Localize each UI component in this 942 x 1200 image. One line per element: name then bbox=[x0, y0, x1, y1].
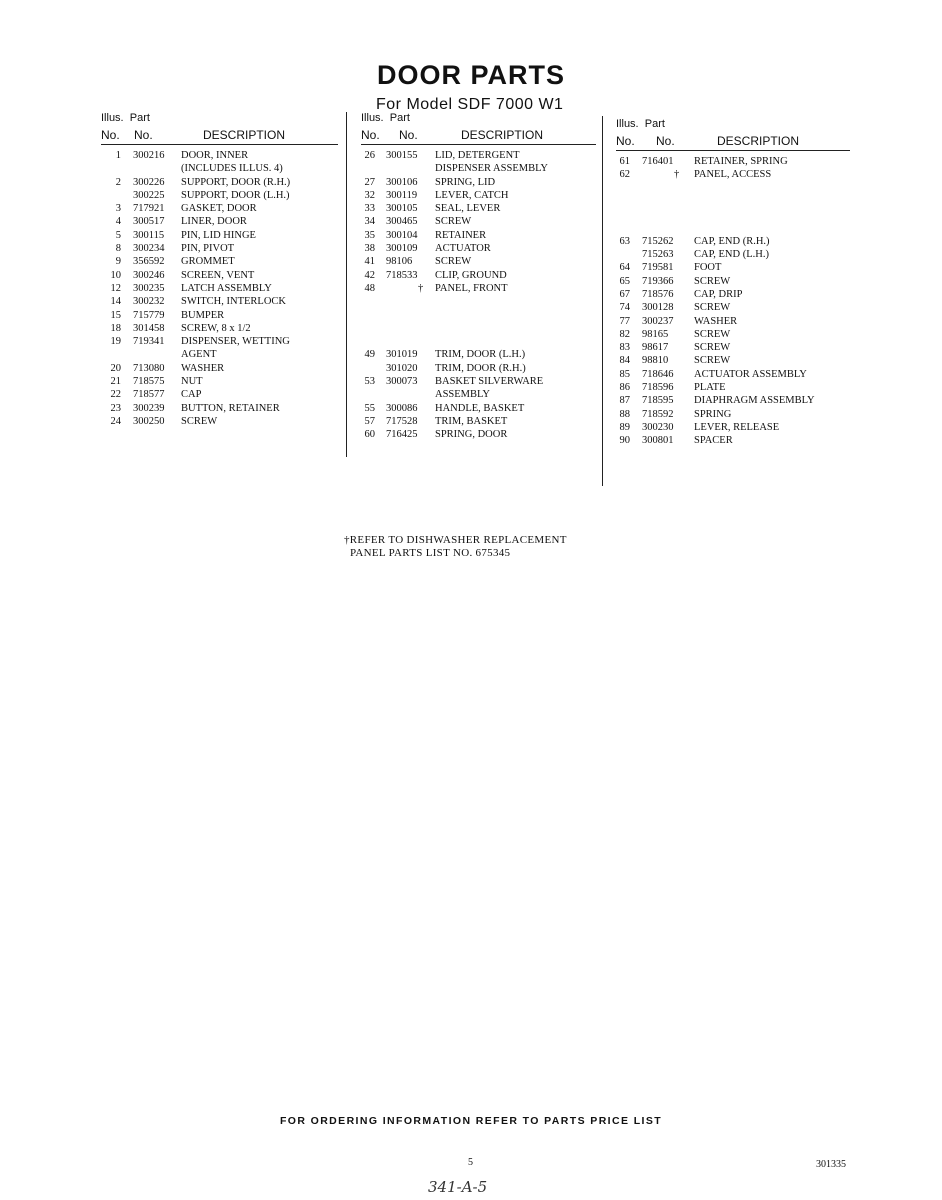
part-description: SUPPORT, DOOR (L.H.) bbox=[181, 189, 290, 201]
parts-row bbox=[361, 335, 596, 348]
parts-row bbox=[101, 162, 338, 175]
part-description: PIN, LID HINGE bbox=[181, 229, 256, 241]
parts-row bbox=[101, 255, 338, 268]
part-description: PIN, PIVOT bbox=[181, 243, 235, 255]
part-number: 718577 bbox=[133, 389, 165, 401]
part-description: SCREW, 8 x 1/2 bbox=[181, 322, 251, 334]
part-number: 300237 bbox=[642, 315, 674, 327]
column-divider bbox=[602, 116, 603, 486]
parts-row bbox=[616, 275, 850, 288]
parts-row bbox=[616, 208, 850, 221]
part-description: TRIM, BASKET bbox=[435, 415, 508, 427]
illus-top-label: Illus. bbox=[616, 118, 639, 130]
part-number: 718592 bbox=[642, 408, 674, 420]
illus-number: 4 bbox=[115, 216, 121, 228]
part-number: 719366 bbox=[642, 275, 674, 287]
illus-number: 27 bbox=[364, 176, 375, 188]
illus-number: 86 bbox=[619, 382, 630, 394]
illus-no-header: No. bbox=[101, 128, 120, 142]
part-number: 301019 bbox=[386, 349, 418, 361]
part-description: PLATE bbox=[694, 382, 726, 394]
part-description: LID, DETERGENT bbox=[435, 150, 520, 161]
parts-row bbox=[616, 408, 850, 421]
parts-row bbox=[616, 182, 850, 195]
part-number: 98106 bbox=[386, 256, 413, 268]
illus-number: 26 bbox=[364, 150, 375, 161]
part-description: SCREW bbox=[435, 216, 472, 228]
illus-no-header: No. bbox=[361, 128, 380, 142]
part-description: SPRING, LID bbox=[435, 176, 496, 188]
part-number: 98165 bbox=[642, 328, 669, 340]
part-number: 717921 bbox=[133, 203, 165, 215]
part-description: BASKET SILVERWARE bbox=[435, 376, 544, 388]
part-number: 715779 bbox=[133, 309, 165, 321]
part-number: 300086 bbox=[386, 402, 418, 414]
part-number: 716425 bbox=[386, 429, 418, 441]
part-number: 719581 bbox=[642, 262, 674, 274]
parts-row bbox=[361, 242, 596, 255]
illus-number: 87 bbox=[619, 395, 630, 407]
illus-number: 3 bbox=[115, 203, 121, 215]
part-description: BUTTON, RETAINER bbox=[181, 402, 280, 414]
parts-row bbox=[361, 176, 596, 189]
parts-row bbox=[101, 309, 338, 322]
part-number: 718646 bbox=[642, 368, 674, 380]
parts-list bbox=[361, 149, 596, 442]
column-header-top bbox=[361, 112, 596, 126]
parts-row bbox=[616, 315, 850, 328]
parts-row bbox=[616, 394, 850, 407]
part-number: 715263 bbox=[642, 249, 674, 261]
parts-row bbox=[616, 155, 850, 168]
document-number: 301335 bbox=[816, 1159, 846, 1170]
part-number: 718576 bbox=[642, 288, 674, 300]
part-number: 300104 bbox=[386, 229, 418, 241]
part-description: ASSEMBLY bbox=[435, 389, 490, 401]
parts-row bbox=[101, 269, 338, 282]
column-header bbox=[361, 126, 596, 144]
parts-row bbox=[101, 415, 338, 428]
illus-number: 12 bbox=[110, 282, 121, 294]
part-description: CAP, DRIP bbox=[694, 288, 743, 300]
part-description: SPACER bbox=[694, 435, 733, 447]
illus-number: 35 bbox=[364, 229, 375, 241]
part-number: 300235 bbox=[133, 282, 165, 294]
part-description: SEAL, LEVER bbox=[435, 203, 501, 215]
part-number: 300216 bbox=[133, 150, 165, 161]
parts-row bbox=[361, 255, 596, 268]
illus-number: 48 bbox=[364, 282, 375, 294]
parts-column-3 bbox=[616, 118, 850, 448]
part-description: WASHER bbox=[694, 315, 738, 327]
part-number: 718533 bbox=[386, 269, 418, 281]
illus-number: 84 bbox=[619, 355, 630, 367]
part-description: PANEL, FRONT bbox=[435, 282, 508, 294]
parts-row bbox=[101, 362, 338, 375]
part-top-label: Part bbox=[129, 112, 150, 124]
illus-number: 14 bbox=[110, 296, 121, 308]
part-description: SCREW bbox=[181, 415, 218, 427]
parts-row bbox=[361, 348, 596, 361]
part-number: 300230 bbox=[642, 421, 674, 433]
part-number: 300106 bbox=[386, 176, 418, 188]
part-top-label: Part bbox=[644, 118, 665, 130]
illus-top-label: Illus. bbox=[361, 112, 384, 124]
part-description: SPRING bbox=[694, 408, 732, 420]
part-number: 715262 bbox=[642, 235, 674, 247]
illus-number: 85 bbox=[619, 368, 630, 380]
parts-row bbox=[361, 189, 596, 202]
parts-row bbox=[101, 335, 338, 348]
parts-row bbox=[101, 402, 338, 415]
column-divider bbox=[346, 112, 347, 457]
parts-row bbox=[616, 235, 850, 248]
parts-row bbox=[361, 309, 596, 322]
part-no-header: No. bbox=[134, 128, 153, 142]
illus-number: 21 bbox=[110, 376, 121, 388]
illus-number: 33 bbox=[364, 203, 375, 215]
footnote-line-1: †REFER TO DISHWASHER REPLACEMENT bbox=[344, 534, 567, 546]
illus-number: 34 bbox=[364, 216, 375, 228]
parts-row bbox=[361, 202, 596, 215]
illus-top-label: Illus. bbox=[101, 112, 124, 124]
illus-number: 83 bbox=[619, 342, 630, 354]
part-number: 356592 bbox=[133, 256, 165, 268]
part-number: 300246 bbox=[133, 269, 165, 281]
parts-row bbox=[361, 295, 596, 308]
parts-list bbox=[616, 155, 850, 448]
part-number: 300239 bbox=[133, 402, 165, 414]
part-number: 716401 bbox=[642, 156, 674, 167]
part-description: RETAINER bbox=[435, 229, 487, 241]
part-number: 300801 bbox=[642, 435, 674, 447]
parts-row bbox=[616, 341, 850, 354]
column-header-top bbox=[101, 112, 338, 126]
illus-number: 55 bbox=[364, 402, 375, 414]
part-number: 300155 bbox=[386, 150, 418, 161]
part-description: TRIM, DOOR (L.H.) bbox=[435, 349, 526, 361]
description-header: DESCRIPTION bbox=[461, 128, 544, 142]
parts-row bbox=[361, 215, 596, 228]
part-description: GASKET, DOOR bbox=[181, 203, 257, 215]
parts-column-2 bbox=[361, 112, 596, 442]
parts-row bbox=[101, 242, 338, 255]
part-number: 300232 bbox=[133, 296, 165, 308]
illus-number: 88 bbox=[619, 408, 630, 420]
illus-number: 57 bbox=[364, 415, 375, 427]
part-description: DOOR, INNER bbox=[181, 150, 249, 161]
parts-row bbox=[616, 168, 850, 181]
part-number: 300226 bbox=[133, 176, 165, 188]
part-number: 300105 bbox=[386, 203, 418, 215]
illus-number: 62 bbox=[619, 169, 630, 181]
parts-row bbox=[101, 388, 338, 401]
parts-row bbox=[101, 348, 338, 361]
illus-number: 22 bbox=[110, 389, 121, 401]
illus-number: 74 bbox=[619, 302, 630, 314]
footnote bbox=[344, 534, 567, 560]
part-description: SCREW bbox=[694, 328, 731, 340]
parts-row bbox=[361, 322, 596, 335]
part-number: 717528 bbox=[386, 415, 418, 427]
part-description: DISPENSER, WETTING bbox=[181, 336, 290, 348]
illus-number: 20 bbox=[110, 362, 121, 374]
parts-row bbox=[361, 162, 596, 175]
illus-number: 61 bbox=[619, 156, 630, 167]
illus-number: 89 bbox=[619, 421, 630, 433]
illus-number: 49 bbox=[364, 349, 375, 361]
part-number: 301020 bbox=[386, 362, 418, 374]
part-number: 718596 bbox=[642, 382, 674, 394]
part-description: LINER, DOOR bbox=[181, 216, 247, 228]
part-description: ACTUATOR ASSEMBLY bbox=[694, 368, 807, 380]
part-number: 713080 bbox=[133, 362, 165, 374]
parts-row bbox=[101, 375, 338, 388]
part-description: CAP, END (L.H.) bbox=[694, 249, 769, 261]
parts-row bbox=[361, 282, 596, 295]
part-description: LEVER, RELEASE bbox=[694, 421, 780, 433]
illus-number: 19 bbox=[110, 336, 121, 348]
part-description: SCREW bbox=[435, 256, 472, 268]
part-no-header: No. bbox=[656, 134, 675, 148]
illus-number: 41 bbox=[364, 256, 375, 268]
part-number: 300128 bbox=[642, 302, 674, 314]
part-number: 718595 bbox=[642, 395, 674, 407]
illus-number: 18 bbox=[110, 322, 121, 334]
part-description: PANEL, ACCESS bbox=[694, 169, 772, 181]
part-number: 300119 bbox=[386, 189, 418, 201]
illus-number: 42 bbox=[364, 269, 375, 281]
parts-row bbox=[101, 149, 338, 162]
parts-row bbox=[101, 229, 338, 242]
part-description: SCREW bbox=[694, 342, 731, 354]
part-number: 98617 bbox=[642, 342, 669, 354]
parts-row bbox=[361, 375, 596, 388]
parts-row bbox=[101, 295, 338, 308]
part-number: 300234 bbox=[133, 243, 165, 255]
footnote-line-2: PANEL PARTS LIST NO. 675345 bbox=[350, 547, 511, 559]
column-header-top bbox=[616, 118, 850, 132]
parts-row bbox=[616, 354, 850, 367]
part-number: 300073 bbox=[386, 376, 418, 388]
part-description: LEVER, CATCH bbox=[435, 189, 509, 201]
part-description: FOOT bbox=[694, 262, 722, 274]
part-number: † bbox=[674, 169, 680, 181]
part-description: SCREW bbox=[694, 355, 731, 367]
part-number: 300115 bbox=[133, 229, 165, 241]
parts-row bbox=[361, 402, 596, 415]
parts-row bbox=[361, 388, 596, 401]
illus-number: 65 bbox=[619, 275, 630, 287]
handwritten-note: 341-A-5 bbox=[428, 1178, 488, 1196]
illus-number: 8 bbox=[115, 243, 121, 255]
part-description: WASHER bbox=[181, 362, 225, 374]
part-description: CLIP, GROUND bbox=[435, 269, 507, 281]
part-description: AGENT bbox=[181, 349, 217, 361]
part-description: HANDLE, BASKET bbox=[435, 402, 525, 414]
parts-row bbox=[361, 149, 596, 162]
parts-list bbox=[101, 149, 338, 428]
parts-row bbox=[101, 215, 338, 228]
part-description: SCREEN, VENT bbox=[181, 269, 255, 281]
illus-number: 10 bbox=[110, 269, 121, 281]
part-description: TRIM, DOOR (R.H.) bbox=[435, 362, 526, 374]
part-description: DIAPHRAGM ASSEMBLY bbox=[694, 395, 815, 407]
parts-row bbox=[101, 176, 338, 189]
parts-row bbox=[361, 415, 596, 428]
model-subtitle: For Model SDF 7000 W1 bbox=[376, 96, 564, 113]
parts-column-1 bbox=[101, 112, 338, 428]
illus-number: 60 bbox=[364, 429, 375, 441]
parts-row bbox=[616, 195, 850, 208]
illus-number: 77 bbox=[619, 315, 630, 327]
part-description: CAP, END (R.H.) bbox=[694, 235, 770, 247]
illus-no-header: No. bbox=[616, 134, 635, 148]
parts-row bbox=[616, 434, 850, 447]
part-number: 300225 bbox=[133, 189, 165, 201]
parts-row bbox=[361, 269, 596, 282]
part-top-label: Part bbox=[389, 112, 410, 124]
parts-row bbox=[361, 362, 596, 375]
parts-row bbox=[101, 202, 338, 215]
part-description: DISPENSER ASSEMBLY bbox=[435, 163, 549, 175]
illus-number: 38 bbox=[364, 243, 375, 255]
illus-number: 64 bbox=[619, 262, 630, 274]
illus-number: 82 bbox=[619, 328, 630, 340]
parts-row bbox=[616, 301, 850, 314]
illus-number: 63 bbox=[619, 235, 630, 247]
part-description: CAP bbox=[181, 389, 202, 401]
illus-number: 1 bbox=[115, 150, 121, 161]
part-description: RETAINER, SPRING bbox=[694, 156, 788, 167]
parts-row bbox=[101, 189, 338, 202]
page-title: DOOR PARTS bbox=[376, 60, 565, 90]
part-description: SUPPORT, DOOR (R.H.) bbox=[181, 176, 291, 188]
parts-row bbox=[616, 261, 850, 274]
description-header: DESCRIPTION bbox=[203, 128, 286, 142]
illus-number: 9 bbox=[115, 256, 121, 268]
illus-number: 24 bbox=[110, 415, 121, 427]
part-number: 300465 bbox=[386, 216, 418, 228]
part-description: (INCLUDES ILLUS. 4) bbox=[181, 163, 283, 175]
illus-number: 32 bbox=[364, 189, 375, 201]
parts-row bbox=[616, 328, 850, 341]
part-number: 718575 bbox=[133, 376, 165, 388]
parts-row bbox=[616, 421, 850, 434]
parts-row bbox=[101, 282, 338, 295]
part-description: SWITCH, INTERLOCK bbox=[181, 296, 286, 308]
ordering-info: FOR ORDERING INFORMATION REFER TO PARTS PRICE LIST bbox=[279, 1115, 663, 1127]
description-header: DESCRIPTION bbox=[717, 134, 800, 148]
parts-row bbox=[616, 381, 850, 394]
illus-number: 53 bbox=[364, 376, 375, 388]
illus-number: 90 bbox=[619, 435, 630, 447]
part-no-header: No. bbox=[399, 128, 418, 142]
parts-row bbox=[361, 229, 596, 242]
parts-row bbox=[361, 428, 596, 441]
parts-row bbox=[616, 248, 850, 261]
parts-row bbox=[616, 221, 850, 234]
part-description: LATCH ASSEMBLY bbox=[181, 282, 272, 294]
parts-row bbox=[616, 368, 850, 381]
part-description: SPRING, DOOR bbox=[435, 429, 508, 441]
header-rule bbox=[616, 150, 850, 151]
illus-number: 23 bbox=[110, 402, 121, 414]
illus-number: 5 bbox=[115, 229, 121, 241]
part-description: SCREW bbox=[694, 275, 731, 287]
part-number: 300250 bbox=[133, 415, 165, 427]
illus-number: 67 bbox=[619, 288, 630, 300]
part-number: † bbox=[418, 282, 424, 294]
header-rule bbox=[101, 144, 338, 145]
parts-row bbox=[616, 288, 850, 301]
part-number: 719341 bbox=[133, 336, 165, 348]
page-number: 5 bbox=[468, 1157, 473, 1168]
part-description: NUT bbox=[181, 376, 203, 388]
part-number: 300517 bbox=[133, 216, 165, 228]
part-number: 98810 bbox=[642, 355, 669, 367]
part-number: 301458 bbox=[133, 322, 165, 334]
part-description: BUMPER bbox=[181, 309, 225, 321]
part-description: ACTUATOR bbox=[435, 243, 491, 255]
column-header bbox=[616, 132, 850, 150]
part-description: GROMMET bbox=[181, 256, 235, 268]
parts-row bbox=[101, 322, 338, 335]
column-header bbox=[101, 126, 338, 144]
illus-number: 2 bbox=[115, 176, 121, 188]
part-number: 300109 bbox=[386, 243, 418, 255]
illus-number: 15 bbox=[110, 309, 121, 321]
header-rule bbox=[361, 144, 596, 145]
part-description: SCREW bbox=[694, 302, 731, 314]
